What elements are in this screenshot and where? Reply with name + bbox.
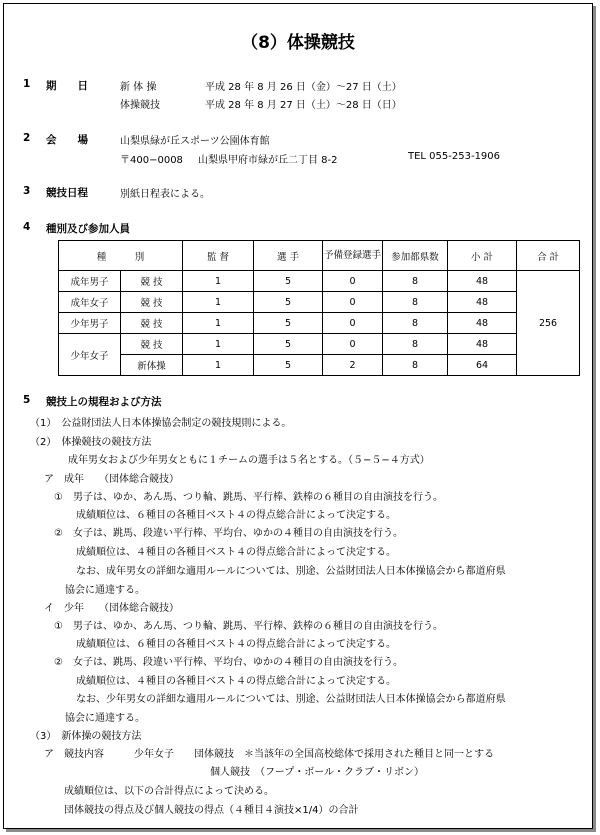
- cell-supervisor: 1: [183, 355, 254, 376]
- rules-line: （1） 公益財団法人日本体操協会制定の競技規則による。: [30, 418, 292, 429]
- cell-group: 少年男子: [59, 313, 121, 334]
- rules-line: なお、少年男女の詳細な適用ルールについては、別途、公益財団法人日本体操協会から都道府県: [76, 694, 506, 705]
- cell-subtotal: 48: [448, 313, 517, 334]
- cell-players: 5: [254, 292, 323, 313]
- cell-event: 競 技: [121, 334, 183, 355]
- section-2-label: 会 場: [46, 134, 88, 146]
- cell-reserve: 2: [323, 355, 383, 376]
- header-reserve: 予備登録選手: [323, 241, 383, 271]
- entries-table: [58, 240, 580, 376]
- rules-line: 成績順位は、６種目の各種目ベスト４の得点総合計によって決定する。: [76, 510, 396, 521]
- table-row: [59, 334, 580, 355]
- rules-line: ① 男子は、ゆか、あん馬、つり輪、跳馬、平行棒、鉄棒の６種目の自由演技を行う。: [54, 621, 443, 632]
- cell-players: 5: [254, 313, 323, 334]
- venue-address: 山梨県甲府市緑が丘二丁目 8-2: [198, 155, 338, 166]
- cell-players: 5: [254, 334, 323, 355]
- cell-event: 競 技: [121, 313, 183, 334]
- cell-supervisor: 1: [183, 313, 254, 334]
- cell-event: 競 技: [121, 292, 183, 313]
- venue-tel: TEL 055-253-1906: [408, 151, 501, 162]
- cell-event: 競 技: [121, 271, 183, 292]
- header-prefectures: 参加都県数: [383, 241, 448, 271]
- venue-name: 山梨県緑が丘スポーツ公園体育館: [120, 136, 270, 147]
- section-4-number: 4: [23, 221, 31, 233]
- section-4-label: 種別及び参加人員: [46, 223, 130, 235]
- table-row: [59, 355, 580, 376]
- rules-line: 成年男女および少年男女ともに１チームの選手は５名とする。（５−５−４方式）: [68, 455, 430, 466]
- cell-prefectures: 8: [383, 355, 448, 376]
- header-supervisor: 監 督: [183, 241, 254, 271]
- rules-line: 成績順位は、以下の合計得点によって決める。: [64, 786, 274, 797]
- cell-total: 256: [517, 271, 580, 376]
- header-category: 種 別: [59, 241, 183, 271]
- cell-players: 5: [254, 355, 323, 376]
- cell-reserve: 0: [323, 334, 383, 355]
- rules-line: 個人競技 （フープ・ボール・クラブ・リボン）: [210, 767, 424, 778]
- section-1-number: 1: [23, 78, 31, 90]
- header-total: 合 計: [517, 241, 580, 271]
- section-5-number: 5: [23, 394, 31, 406]
- cell-subtotal: 48: [448, 334, 517, 355]
- cell-subtotal: 64: [448, 355, 517, 376]
- rules-line: （3） 新体操の競技方法: [30, 731, 142, 742]
- rules-line: ② 女子は、跳馬、段違い平行棒、平均台、ゆかの４種目の自由演技を行う。: [54, 657, 403, 668]
- schedule-text: 別紙日程表による。: [120, 189, 210, 200]
- period-dates-1: 平成 28 年 8 月 26 日（金）～27 日（土）: [205, 82, 402, 93]
- section-2-number: 2: [23, 132, 31, 144]
- cell-prefectures: 8: [383, 271, 448, 292]
- rules-line: なお、成年男女の詳細な適用ルールについては、別途、公益財団法人日本体操協会から都道府県: [76, 566, 506, 577]
- table-row: [59, 292, 580, 313]
- cell-group: 成年男子: [59, 271, 121, 292]
- cell-reserve: 0: [323, 292, 383, 313]
- section-3-number: 3: [23, 185, 31, 197]
- cell-reserve: 0: [323, 271, 383, 292]
- rules-line: 成績順位は、４種目の各種目ベスト４の得点総合計によって決定する。: [76, 676, 396, 687]
- cell-supervisor: 1: [183, 292, 254, 313]
- period-event-1: 新 体 操: [120, 82, 157, 93]
- section-1-label: 期 日: [46, 80, 88, 92]
- rules-line: 成績順位は、６種目の各種目ベスト４の得点総合計によって決定する。: [76, 639, 396, 650]
- rules-line: ① 男子は、ゆか、あん馬、つり輪、跳馬、平行棒、鉄棒の６種目の自由演技を行う。: [54, 492, 443, 503]
- cell-subtotal: 48: [448, 271, 517, 292]
- header-players: 選 手: [254, 241, 323, 271]
- table-row: [59, 313, 580, 334]
- rules-line: 協会に通達する。: [65, 713, 145, 724]
- rules-line: ア 成年 （団体総合競技）: [44, 474, 179, 485]
- section-3-label: 競技日程: [46, 187, 88, 199]
- cell-reserve: 0: [323, 313, 383, 334]
- rules-line: ② 女子は、跳馬、段違い平行棒、平均台、ゆかの４種目の自由演技を行う。: [54, 528, 403, 539]
- period-event-2: 体操競技: [120, 100, 160, 111]
- rules-line: ア 競技内容 少年女子 団体競技 ＊当該年の全国高校総体で採用された種目と同一とする: [44, 749, 494, 760]
- cell-prefectures: 8: [383, 292, 448, 313]
- cell-group: 少年女子: [59, 334, 121, 376]
- header-subtotal: 小 計: [448, 241, 517, 271]
- rules-line: 協会に通達する。: [65, 585, 145, 596]
- cell-event: 新体操: [121, 355, 183, 376]
- table-header-row: [59, 241, 580, 271]
- page-title: （8）体操競技: [241, 33, 355, 53]
- cell-prefectures: 8: [383, 313, 448, 334]
- cell-supervisor: 1: [183, 271, 254, 292]
- cell-prefectures: 8: [383, 334, 448, 355]
- section-5-label: 競技上の規程および方法: [46, 396, 162, 408]
- cell-players: 5: [254, 271, 323, 292]
- rules-line: （2） 体操競技の競技方法: [30, 437, 152, 448]
- rules-line: イ 少年 （団体総合競技）: [44, 603, 179, 614]
- rules-line: 団体競技の得点及び個人競技の得点（４種目４演技×1/4）の合計: [64, 805, 359, 816]
- venue-postal: 〒400−0008: [120, 155, 183, 166]
- rules-line: 成績順位は、４種目の各種目ベスト４の得点総合計によって決定する。: [76, 547, 396, 558]
- table-row: [59, 271, 580, 292]
- cell-group: 成年女子: [59, 292, 121, 313]
- cell-subtotal: 48: [448, 292, 517, 313]
- period-dates-2: 平成 28 年 8 月 27 日（土）～28 日（日）: [205, 100, 402, 111]
- cell-supervisor: 1: [183, 334, 254, 355]
